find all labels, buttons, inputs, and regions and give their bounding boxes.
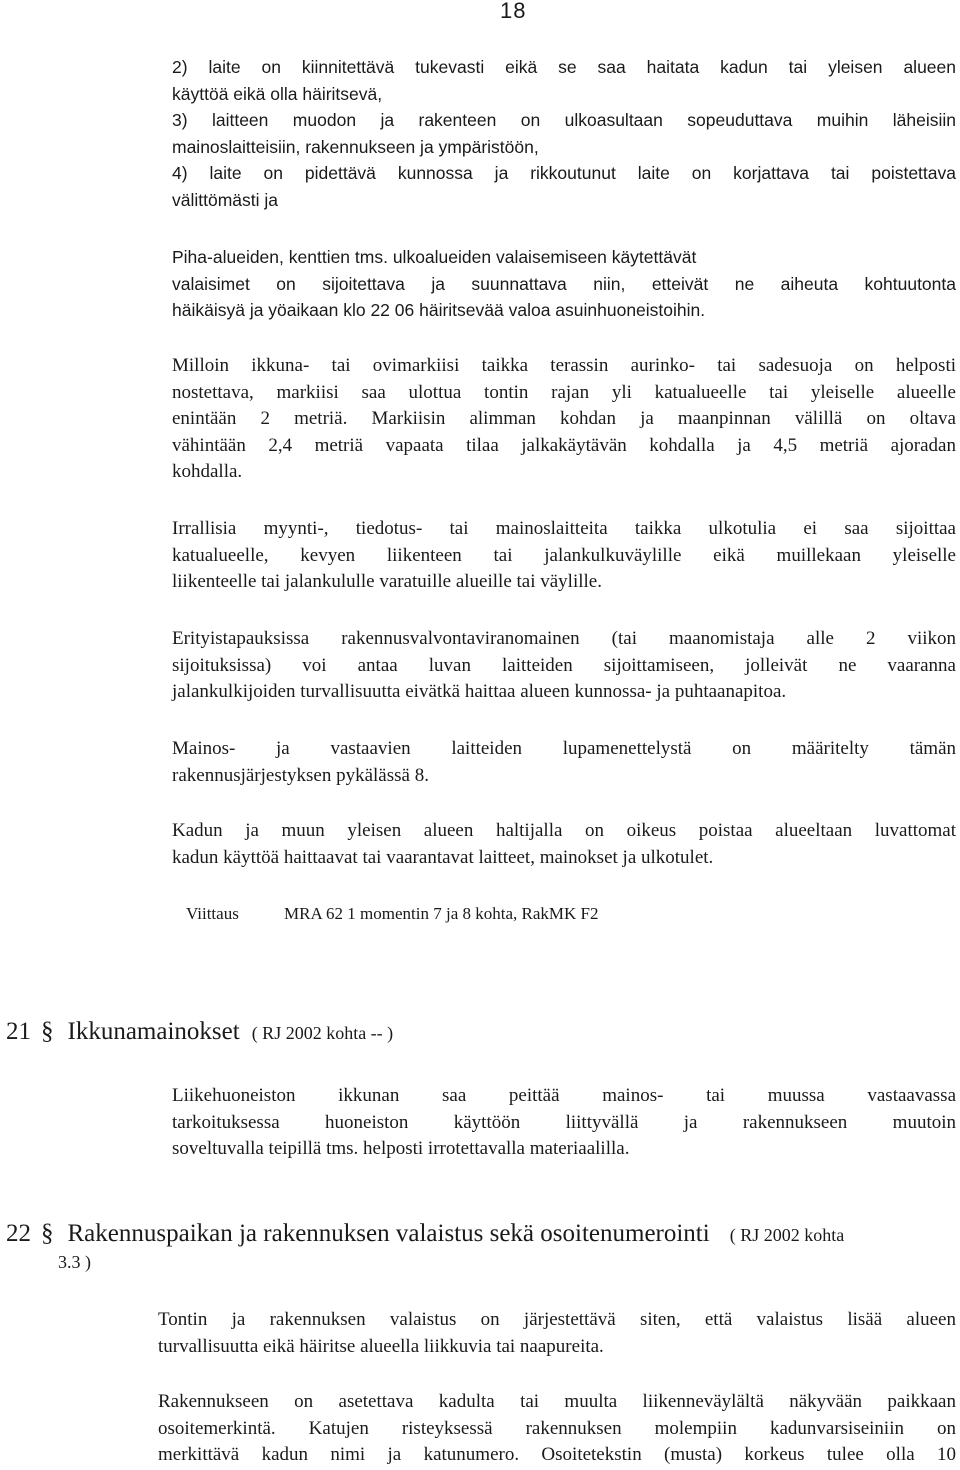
section-number: 21 — [6, 1018, 31, 1045]
paragraph-markiisi — [172, 353, 956, 486]
section-number: 22 — [6, 1220, 31, 1247]
text-line: soveltuvalla teipillä tms. helposti irrotettavalla materiaalilla. — [172, 1138, 630, 1159]
text-line: kadun käyttöä haittaavat tai vaarantavat laitteet, mainokset ja ulkotulet. — [172, 846, 714, 868]
section-note: ( RJ 2002 kohta -- ) — [251, 1023, 394, 1043]
text-line: merkittävä kadun nimi ja katunumero. Osoitetekstin (musta) korkeus tulee olla 10 — [158, 1444, 956, 1465]
section-title: Rakennuspaikan ja rakennuksen valaistus sekä osoitenumerointi — [67, 1220, 710, 1247]
text-line: Milloin ikkuna- tai ovimarkiisi taikka terassin aurinko- tai sadesuoja on helposti — [172, 355, 956, 376]
text-line: välittömästi ja — [172, 189, 279, 210]
section-title: Ikkunamainokset — [67, 1018, 240, 1045]
text-line: osoitemerkintä. Katujen risteyksessä rakennuksen molempiin kadunvarsiseiniin on — [158, 1417, 956, 1439]
section-21-heading — [6, 1018, 393, 1046]
text-line: jalankulkijoiden turvallisuutta eivätkä haittaa alueen kunnossa- ja puhtaanapitoa. — [172, 681, 787, 702]
reference-label: Viittaus — [186, 904, 239, 923]
list-item-3 — [172, 107, 956, 160]
reference-text: MRA 62 1 momentin 7 ja 8 kohta, RakMK F2 — [284, 904, 599, 923]
page-number: 18 — [500, 0, 527, 23]
text-line: mainoslaitteisiin, rakennukseen ja ympäristöön, — [172, 136, 539, 157]
section-symbol: § — [41, 1018, 54, 1045]
text-line: sijoituksissa) voi antaa luvan laitteiden sijoittamiseen, jolleivät ne vaaranna — [172, 654, 956, 676]
section-note: ( RJ 2002 kohta — [729, 1225, 845, 1245]
section-22-heading — [6, 1220, 844, 1248]
paragraph-erityistapauksissa — [172, 626, 956, 706]
text-line: 2) laite on kiinnitettävä tukevasti eikä se saa haitata kadun tai yleisen alueen — [172, 57, 956, 77]
paragraph-valaistus — [158, 1307, 956, 1360]
text-line: käyttöä eikä olla häiritsevä, — [172, 83, 383, 104]
text-line: katualueelle, kevyen liikenteen tai jalankulkuväylille eikä muillekaan yleiselle — [172, 544, 956, 566]
paragraph-irrallisia — [172, 516, 956, 596]
text-line: tarkoituksessa huoneiston käyttöön liittyvällä ja rakennukseen muutoin — [172, 1111, 956, 1133]
text-line: Piha-alueiden, kenttien tms. ulkoalueiden valaisemiseen käytettävät — [172, 247, 697, 267]
list-item-4 — [172, 160, 956, 213]
paragraph-piha-alueet — [172, 244, 956, 324]
text-line: valaisimet on sijoitettava ja suunnattava niin, etteivät ne aiheuta kohtuutonta — [172, 273, 956, 294]
paragraph-mainos — [172, 736, 956, 789]
text-line: 3) laitteen muodon ja rakenteen on ulkoasultaan sopeuduttava muihin läheisiin — [172, 110, 956, 130]
text-line: Erityistapauksissa rakennusvalvontaviranomainen (tai maanomistaja alle 2 viikon — [172, 628, 956, 649]
text-line: turvallisuutta eikä häiritse alueella liikkuvia tai naapureita. — [158, 1335, 604, 1357]
paragraph-kadun-haltija — [172, 818, 956, 871]
text-line: Mainos- ja vastaavien laitteiden lupamenettelystä on määritelty tämän — [172, 738, 956, 759]
text-line: Rakennukseen on asetettava kadulta tai muulta liikenneväylältä näkyvään paikkaan — [158, 1391, 956, 1412]
text-line: rakennusjärjestyksen pykälässä 8. — [172, 764, 429, 786]
text-line: nostettava, markiisi saa ulottua tontin rajan yli katualueelle tai yleiselle alueelle — [172, 381, 956, 403]
text-line: Kadun ja muun yleisen alueen haltijalla on oikeus poistaa alueeltaan luvattomat — [172, 820, 956, 841]
section-note-continued: 3.3 ) — [58, 1252, 91, 1272]
text-line: Liikehuoneiston ikkunan saa peittää mainos- tai muussa vastaavassa — [172, 1085, 956, 1106]
text-line: Irrallisia myynti-, tiedotus- tai mainoslaitteita taikka ulkotulia ei saa sijoittaa — [172, 518, 956, 539]
text-line: kohdalla. — [172, 461, 243, 482]
paragraph-ikkunamainokset — [172, 1083, 956, 1163]
text-line: liikenteelle tai jalankululle varatuille alueille tai väylille. — [172, 571, 602, 592]
text-line: häikäisyä ja yöaikaan klo 22 06 häiritsevää valoa asuinhuoneistoihin. — [172, 300, 706, 320]
list-item-2 — [172, 54, 956, 107]
paragraph-osoitemerkinta — [158, 1389, 956, 1469]
text-line: vähintään 2,4 metriä vapaata tilaa jalkakäytävän kohdalla ja 4,5 metriä ajoradan — [172, 434, 956, 456]
section-symbol: § — [41, 1220, 54, 1247]
text-line: 4) laite on pidettävä kunnossa ja rikkoutunut laite on korjattava tai poistettava — [172, 163, 956, 183]
text-line: Tontin ja rakennuksen valaistus on järjestettävä siten, että valaistus lisää alueen — [158, 1309, 956, 1330]
text-line: enintään 2 metriä. Markiisin alimman kohdan ja maanpinnan välillä on oltava — [172, 408, 956, 429]
